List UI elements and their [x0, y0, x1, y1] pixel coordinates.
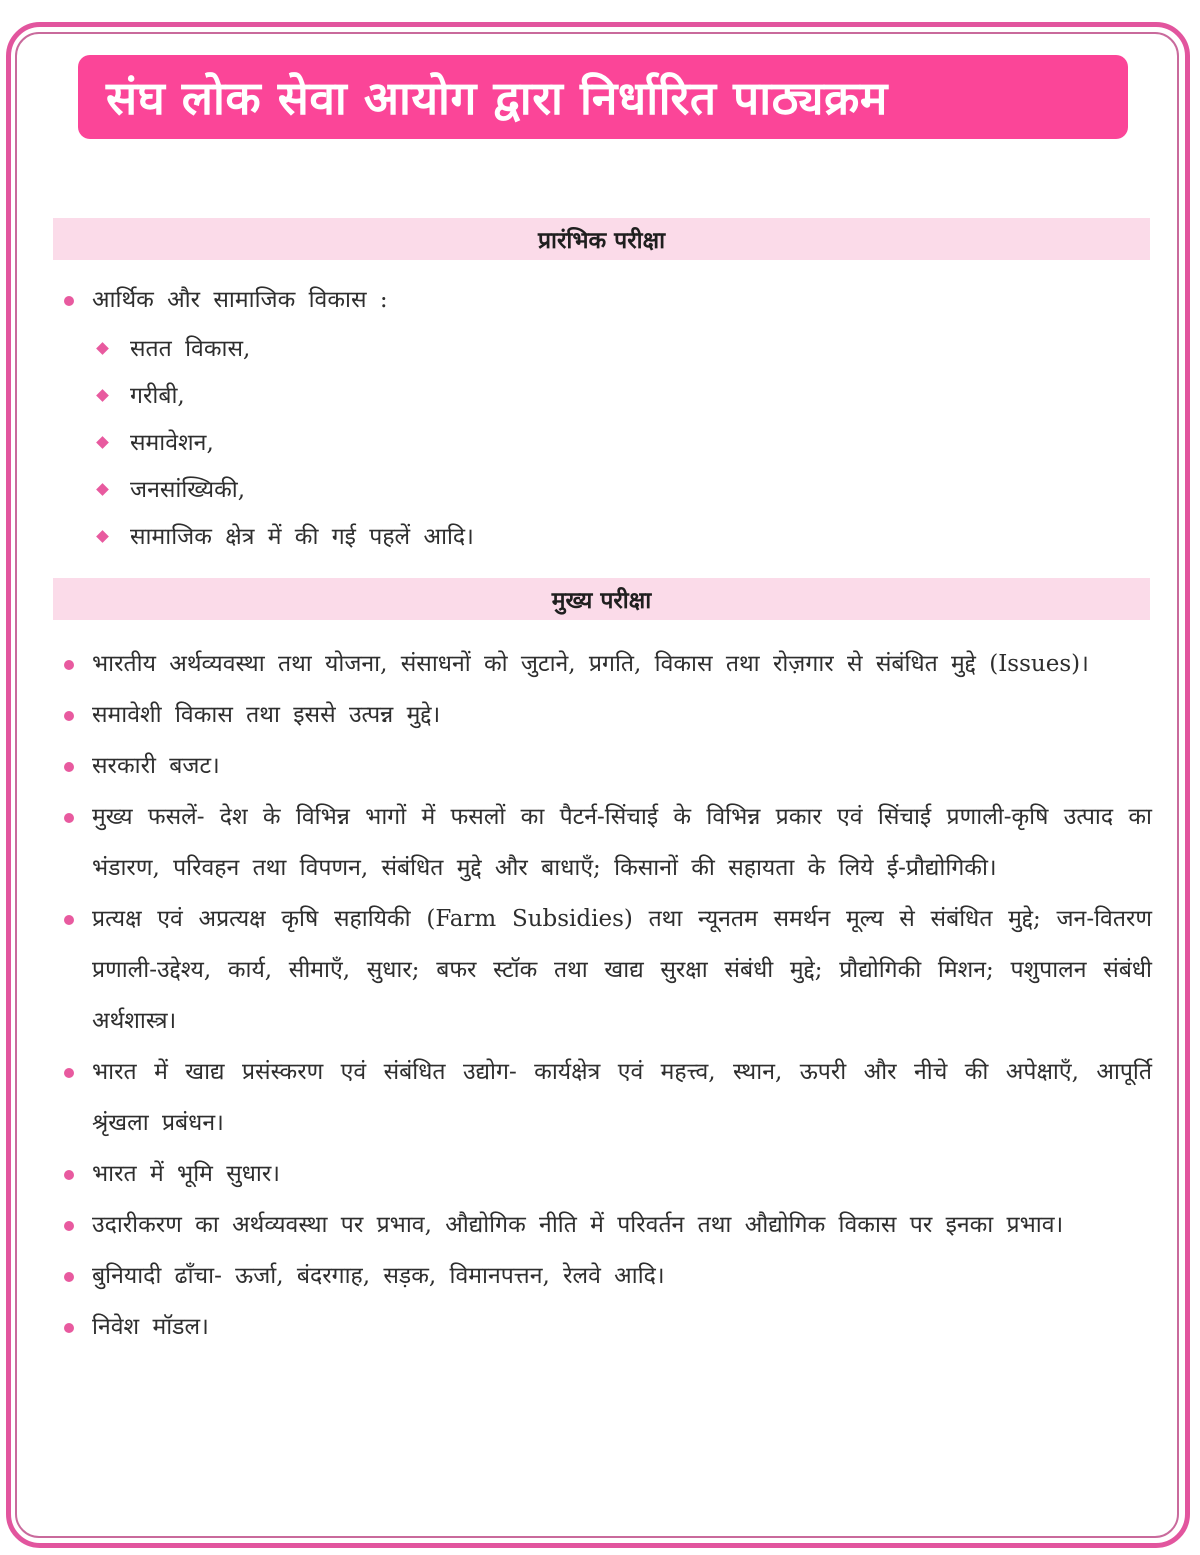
section-header-mains [53, 578, 1150, 620]
bullet-dot-icon [64, 1068, 74, 1078]
sub-list-item [62, 467, 1152, 514]
mains-list [62, 639, 1152, 1353]
bullet-diamond-icon [96, 436, 109, 449]
list-item-text: भारत में भूमि सुधार। [92, 1161, 280, 1187]
bullet-diamond-icon [96, 342, 109, 355]
list-item [62, 894, 1152, 1047]
prelims-list [62, 275, 1152, 561]
list-item-text: मुख्य फसलें- देश के विभिन्न भागों में फसलों का पैटर्न-सिंचाई के विभिन्न प्रकार एवं सिंचाई प्रणाली-कृषि उत्पाद का भंडारण, परिवहन तथा विपणन, संबंधित मुद्दे और बाधाएँ; किसानों की सहायता के लिये ई-प्रौद्योगिकी। [92, 804, 1152, 881]
list-item-text: भारतीय अर्थव्यवस्था तथा योजना, संसाधनों को जुटाने, प्रगति, विकास तथा रोज़गार से संबंधित मुद्दे (Issues)। [92, 651, 1089, 677]
list-item [62, 639, 1152, 690]
list-item [62, 1200, 1152, 1251]
list-item-text: सरकारी बजट। [92, 753, 220, 779]
title-banner [78, 55, 1128, 139]
list-item-text: बुनियादी ढाँचा- ऊर्जा, बंदरगाह, सड़क, विमानपत्तन, रेलवे आदि। [92, 1263, 665, 1289]
list-item-text: प्रत्यक्ष एवं अप्रत्यक्ष कृषि सहायिकी (Farm Subsidies) तथा न्यूनतम समर्थन मूल्य से संबंधित मुद्दे; जन-वितरण प्रणाली-उद्देश्य, कार्य, सीमाएँ, सुधार; बफर स्टॉक तथा खाद्य सुरक्षा संबंधी मुद्दे; प्रौद्योगिकी मिशन; पशुपालन संबंधी अर्थशास्त्र। [92, 906, 1152, 1034]
bullet-dot-icon [64, 660, 74, 670]
list-item-text: निवेश मॉडल। [92, 1314, 209, 1340]
bullet-dot-icon [64, 1221, 74, 1231]
list-item [62, 741, 1152, 792]
section-title-prelims: प्रारंभिक परीक्षा [537, 228, 666, 254]
section-header-prelims [53, 218, 1150, 260]
sub-list-item-text: सतत विकास, [130, 336, 251, 362]
list-item [62, 1251, 1152, 1302]
bullet-diamond-icon [96, 530, 109, 543]
bullet-dot-icon [64, 1170, 74, 1180]
bullet-diamond-icon [96, 389, 109, 402]
bullet-diamond-icon [96, 483, 109, 496]
bullet-dot-icon [64, 296, 74, 306]
list-item-text: समावेशी विकास तथा इससे उत्पन्न मुद्दे। [92, 702, 441, 728]
bullet-dot-icon [64, 1272, 74, 1282]
list-item-text: भारत में खाद्य प्रसंस्करण एवं संबंधित उद्योग- कार्यक्षेत्र एवं महत्त्व, स्थान, ऊपरी और नीचे की अपेक्षाएँ, आपूर्ति श्रृंखला प्रबंधन। [92, 1059, 1152, 1136]
section-title-mains: मुख्य परीक्षा [551, 588, 652, 614]
sub-list-container [62, 326, 1152, 561]
list-item-text: उदारीकरण का अर्थव्यवस्था पर प्रभाव, औद्योगिक नीति में परिवर्तन तथा औद्योगिक विकास पर इनका प्रभाव। [92, 1212, 1064, 1238]
list-item [62, 1302, 1152, 1353]
page-title: संघ लोक सेवा आयोग द्वारा निर्धारित पाठ्यक्रम [106, 71, 888, 125]
sub-list-item-text: सामाजिक क्षेत्र में की गई पहलें आदि। [130, 524, 474, 550]
bullet-dot-icon [64, 762, 74, 772]
sub-list-item-text: गरीबी, [130, 383, 185, 409]
list-item [62, 792, 1152, 894]
bullet-dot-icon [64, 711, 74, 721]
prelims-sub-list [62, 326, 1152, 561]
list-item [62, 690, 1152, 741]
list-item-text: आर्थिक और सामाजिक विकास : [92, 287, 388, 313]
sub-list-item-text: जनसांख्यिकी, [130, 477, 246, 503]
sub-list-item [62, 373, 1152, 420]
sub-list-item [62, 420, 1152, 467]
bullet-dot-icon [64, 915, 74, 925]
sub-list-item [62, 514, 1152, 561]
bullet-dot-icon [64, 1323, 74, 1333]
list-item [62, 1149, 1152, 1200]
bullet-dot-icon [64, 813, 74, 823]
sub-list-item [62, 326, 1152, 373]
list-item [62, 275, 1152, 326]
list-item [62, 1047, 1152, 1149]
sub-list-item-text: समावेशन, [130, 430, 214, 456]
